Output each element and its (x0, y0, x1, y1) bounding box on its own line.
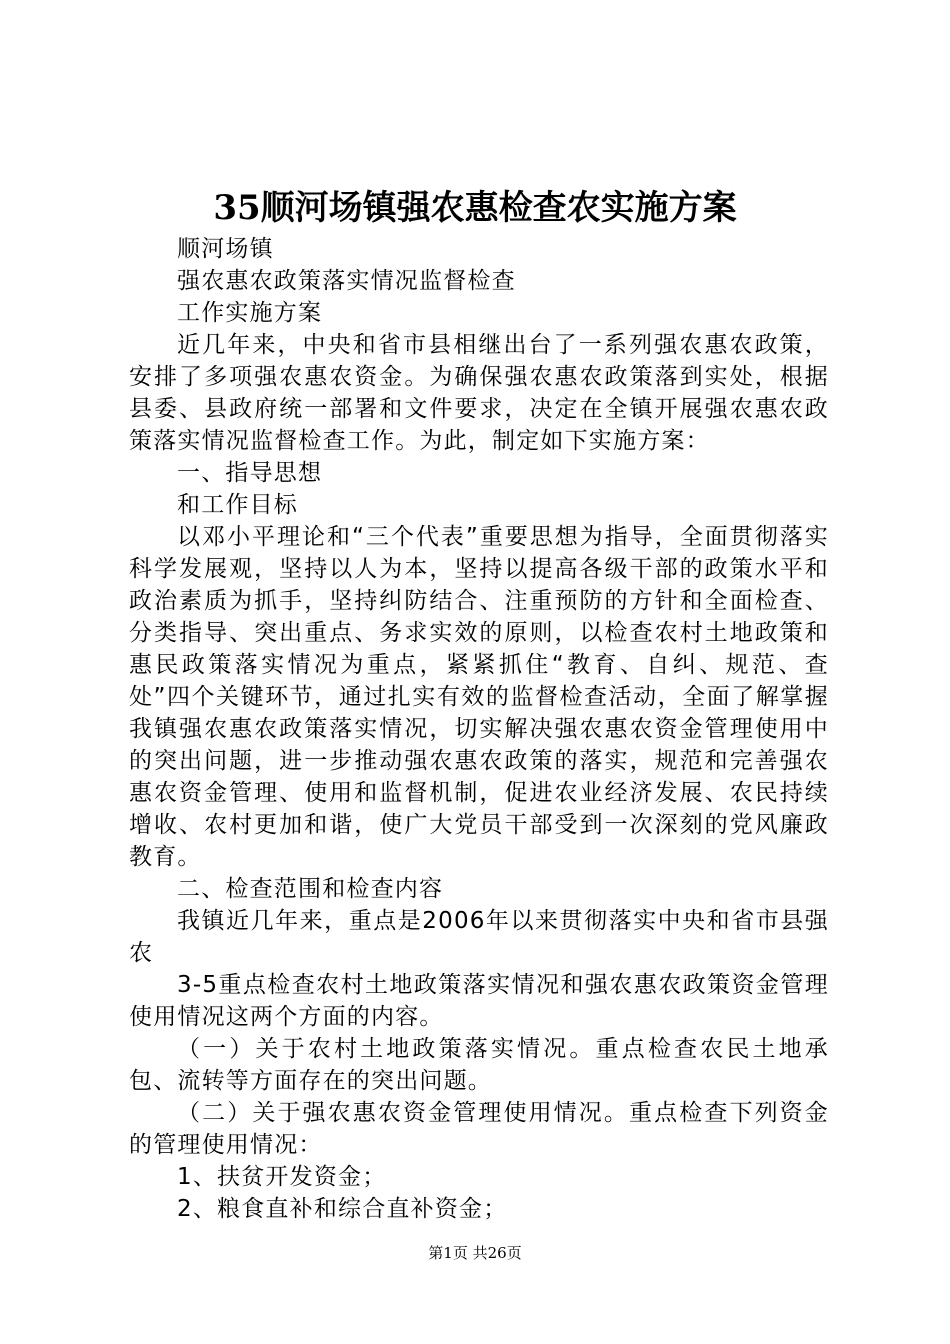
section-heading: 一、指导思想 (177, 460, 323, 486)
document-body (129, 233, 829, 1225)
list-item: 1、扶贫开发资金； (177, 1164, 387, 1190)
paragraph: 强农惠农政策落实情况监督检查 (177, 268, 516, 294)
paragraph: （二）关于强农惠农资金管理使用情况。重点检查下列资金的管理使用情况： (129, 1100, 829, 1158)
document-title: 35顺河场镇强农惠检查农实施方案 (213, 188, 737, 228)
paragraph: 3-5重点检查农村土地政策落实情况和强农惠农政策资金管理使用情况这两个方面的内容。 (129, 972, 829, 1030)
paragraph: 以邓小平理论和“三个代表”重要思想为指导，全面贯彻落实科学发展观，坚持以人为本，坚持以提高各级干部的政策水平和政治素质为抓手，坚持纠防结合、注重预防的方针和全面检查、分类指导、突出重点、务求实效的原则，以检查农村土地政策和惠民政策落实情况为重点，紧紧抓住“教育、自纠、规范、查处”四个关键环节，通过扎实有效的监督检查活动，全面了解掌握我镇强农惠农政策落实情况，切实解决强农惠农资金管理使用中的突出问题，进一步推动强农惠农政策的落实，规范和完善强农惠农资金管理、使用和监督机制，促进农业经济发展、农民持续增收、农村更加和谐，使广大党员干部受到一次深刻的党风廉政教育。 (129, 524, 829, 870)
paragraph: （一）关于农村土地政策落实情况。重点检查农民土地承包、流转等方面存在的突出问题。 (129, 1036, 829, 1094)
paragraph: 工作实施方案 (177, 300, 323, 326)
paragraph: 近几年来，中央和省市县相继出台了一系列强农惠农政策，安排了多项强农惠农资金。为确保强农惠农政策落到实处，根据县委、县政府统一部署和文件要求，决定在全镇开展强农惠农政策落实情况监督检查工作。为此，制定如下实施方案： (129, 332, 829, 454)
paragraph: 我镇近几年来，重点是2006年以来贯彻落实中央和省市县强农 (129, 908, 829, 966)
list-item: 2、粮食直补和综合直补资金； (177, 1196, 508, 1222)
section-heading: 和工作目标 (177, 492, 298, 518)
page-number-footer: 第1页 共26页 (428, 1244, 522, 1262)
paragraph: 顺河场镇 (177, 236, 274, 262)
section-heading: 二、检查范围和检查内容 (177, 876, 444, 902)
